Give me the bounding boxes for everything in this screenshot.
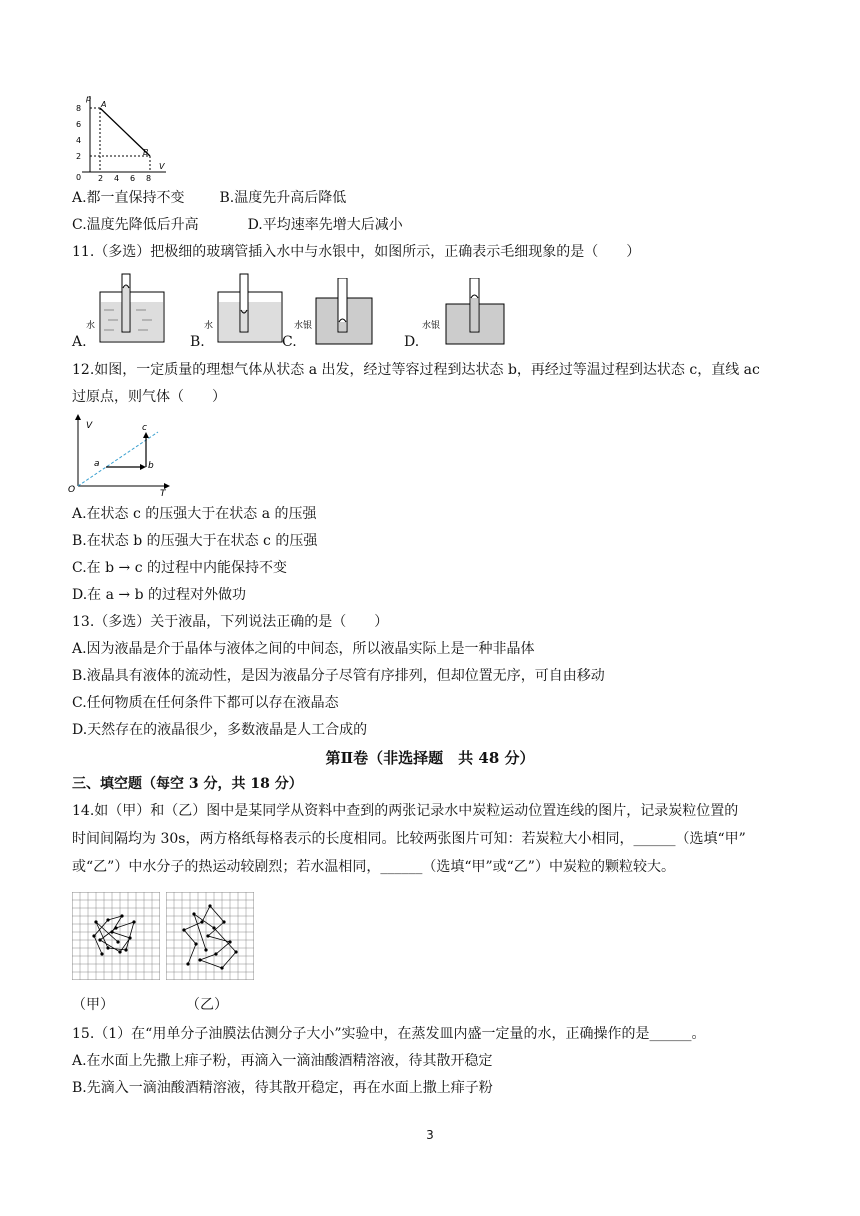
position-dot: [98, 938, 101, 941]
position-dot: [182, 928, 185, 931]
axis-t-label: T: [160, 489, 166, 496]
q13-option-c: C.任何物质在任何条件下都可以存在液晶态: [72, 695, 339, 711]
ytick: 0: [76, 173, 82, 182]
xtick: 6: [130, 174, 136, 182]
pv-graph: [70, 92, 170, 182]
xtick: 8: [146, 174, 152, 182]
ytick: 4: [76, 136, 82, 145]
position-dot: [132, 920, 135, 923]
fig-d-liquid-label: 水银: [422, 321, 441, 331]
position-dot: [200, 920, 203, 923]
capillary-figure-b: [204, 272, 284, 344]
position-dot: [128, 936, 131, 939]
xtick: 4: [114, 174, 120, 182]
q14-line1: 14.如（甲）和（乙）图中是某同学从资料中查到的两张记录水中炭粒运动位置连线的图片，记录炭粒位置的: [72, 803, 739, 819]
page-number: 3: [426, 1128, 434, 1142]
position-dot: [110, 930, 113, 933]
q12-option-b: B.在状态 b 的压强大于在状态 c 的压强: [72, 533, 318, 549]
position-dot: [118, 950, 121, 953]
q12-stem-line1: 12.如图，一定质量的理想气体从状态 a 出发，经过等容过程到达状态 b，再经过等温过程到达状态 c，直线 ac: [72, 362, 760, 378]
position-dot: [198, 958, 201, 961]
q10-option-a: A.都一直保持不变: [72, 190, 185, 206]
position-dot: [186, 962, 189, 965]
capillary-figure-a: [86, 272, 166, 344]
capillary-figure-c: [294, 278, 374, 346]
q14-line2: 时间间隔均为 30s，两方格纸每格表示的长度相同。比较两张图片可知：若炭粒大小相同，______（选填“甲”: [72, 831, 746, 847]
position-dot: [92, 934, 95, 937]
position-dot: [204, 948, 207, 951]
q11-fig-c-letter: C.: [282, 334, 297, 350]
particle-path: [184, 906, 236, 968]
position-dot: [220, 966, 223, 969]
q14-line3: 或“乙”）中水分子的热运动较剧烈；若水温相同，______（选填“甲”或“乙”）中炭粒的颗粒较大。: [72, 859, 675, 875]
q12-option-a: A.在状态 c 的压强大于在状态 a 的压强: [72, 506, 317, 522]
q10-options-row1: [72, 188, 346, 208]
q12-stem-line2: 过原点，则气体（ ）: [72, 389, 226, 405]
q10-option-b: B.温度先升高后降低: [219, 190, 347, 206]
q10-option-c: C.温度先降低后升高: [72, 217, 199, 233]
section-heading: 第Ⅱ卷（非选择题 共 48 分）: [325, 749, 535, 767]
point-b-label: B: [143, 148, 149, 157]
position-dot: [94, 920, 97, 923]
position-dot: [124, 948, 127, 951]
caption-jia: （甲）: [72, 997, 114, 1013]
q12-option-d: D.在 a → b 的过程对外做功: [72, 587, 247, 603]
q13-option-a: A.因为液晶是介于晶体与液体之间的中间态，所以液晶实际上是一种非晶体: [72, 641, 535, 657]
position-dot: [222, 920, 225, 923]
capillary-figure-d: [422, 278, 506, 346]
fig-c-liquid-label: 水银: [294, 321, 313, 331]
ytick: 8: [76, 104, 82, 113]
position-dot: [206, 934, 209, 937]
position-dot: [100, 952, 103, 955]
position-dot: [214, 952, 217, 955]
origin-label: O: [68, 485, 76, 495]
position-dot: [114, 926, 117, 929]
q11-fig-d-letter: D.: [404, 334, 420, 350]
q13-stem: 13.（多选）关于液晶，下列说法正确的是（ ）: [72, 614, 389, 630]
vt-graph: [66, 412, 176, 496]
axis-p-label: p: [86, 94, 92, 103]
xtick: 2: [98, 174, 104, 182]
position-dot: [194, 942, 197, 945]
q15-stem: 15.（1）在“用单分子油膜法估测分子大小”实验中，在蒸发皿内盛一定量的水，正确操作的是______。: [72, 1026, 706, 1042]
q11-fig-b-letter: B.: [190, 334, 205, 350]
fig-a-liquid-label: 水: [86, 321, 96, 331]
q10-option-d: D.平均速率先增大后减小: [247, 217, 403, 233]
q10-options-row2: [72, 215, 403, 235]
position-dot: [116, 940, 119, 943]
position-dot: [228, 940, 231, 943]
position-dot: [234, 950, 237, 953]
q15-option-b: B.先滴入一滴油酸酒精溶液，待其散开稳定，再在水面上撒上痱子粉: [72, 1080, 493, 1096]
point-c-label: c: [142, 423, 147, 433]
ytick: 6: [76, 120, 82, 129]
point-a-label: a: [94, 459, 100, 469]
ytick: 2: [76, 152, 82, 161]
q12-option-c: C.在 b → c 的过程中内能保持不变: [72, 560, 287, 576]
q15-option-a: A.在水面上先撒上痱子粉，再滴入一滴油酸酒精溶液，待其散开稳定: [72, 1053, 493, 1069]
axis-v-label: V: [86, 421, 93, 431]
position-dot: [120, 914, 123, 917]
axis-v-label: V: [159, 162, 165, 171]
position-dot: [208, 904, 211, 907]
fig-b-liquid-label: 水: [204, 321, 214, 331]
part3-heading: 三、填空题（每空 3 分，共 18 分）: [72, 776, 303, 792]
q11-stem: 11.（多选）把极细的玻璃管插入水中与水银中，如图所示，正确表示毛细现象的是（ ）: [72, 244, 641, 260]
q11-fig-a-letter: A.: [72, 334, 87, 350]
point-b-label: b: [148, 461, 154, 471]
caption-yi: （乙）: [186, 997, 228, 1013]
position-dot: [106, 918, 109, 921]
position-dot: [192, 912, 195, 915]
brownian-grid-yi: [166, 892, 254, 980]
point-a-label: A: [101, 100, 107, 109]
q13-option-d: D.天然存在的液晶很少，多数液晶是人工合成的: [72, 722, 368, 738]
q13-option-b: B.液晶具有液体的流动性，是因为液晶分子尽管有序排列，但却位置无序，可自由移动: [72, 668, 605, 684]
position-dot: [106, 946, 109, 949]
position-dot: [212, 926, 215, 929]
brownian-grid-jia: [72, 892, 160, 980]
